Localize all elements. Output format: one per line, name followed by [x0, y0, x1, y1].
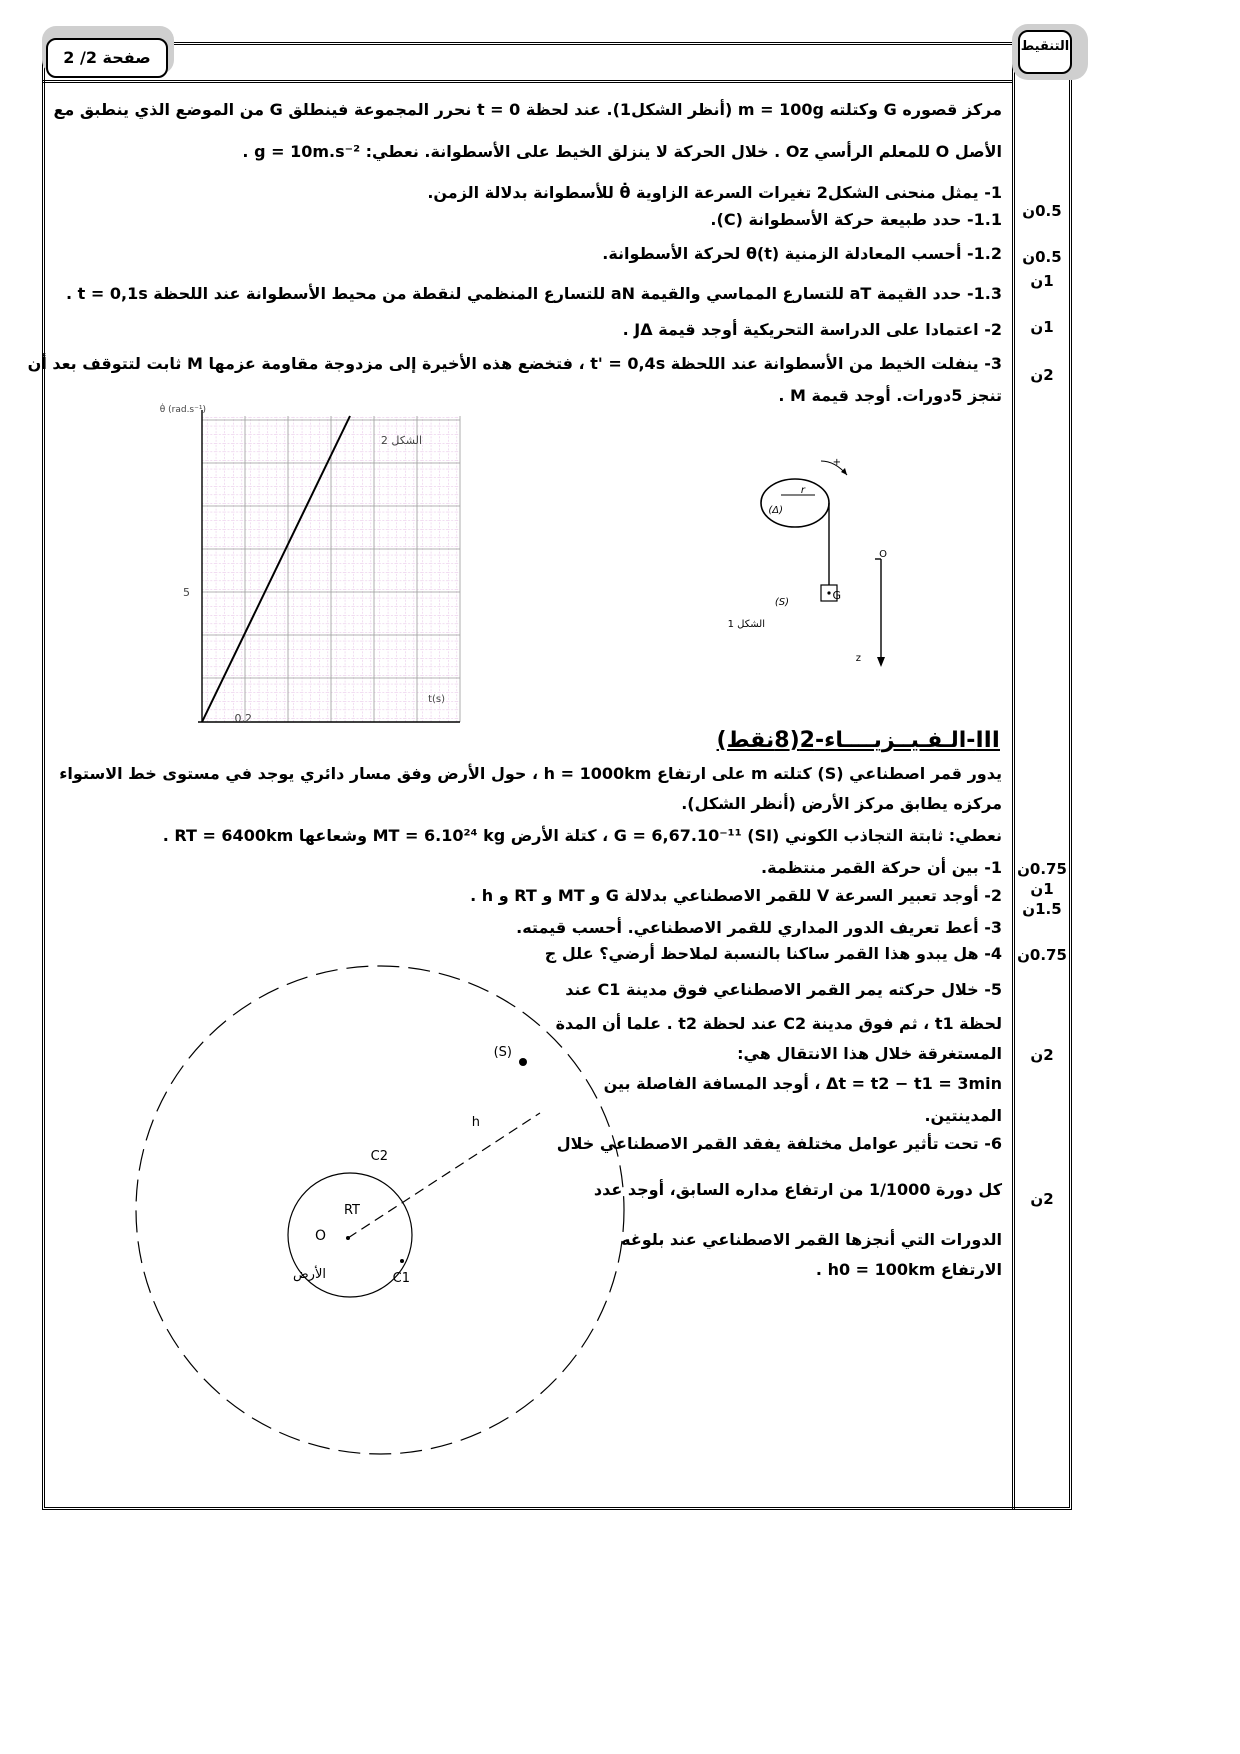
grade-q3: 2ن — [1030, 366, 1054, 384]
radius-label: r — [800, 485, 805, 496]
graph-y-tick: 5 — [183, 586, 190, 599]
oz-arrowhead — [877, 657, 885, 667]
rt-label: RT — [343, 1203, 360, 1218]
graph-figure-label: الشكل 2 — [380, 434, 422, 447]
h-label: h — [471, 1115, 480, 1130]
question-1-2: 1.2- أحسب المعادلة الزمنية θ(t) لحركة الأسطوانة. — [602, 244, 1002, 263]
angular-speed-graph — [159, 400, 470, 730]
question-3-line-1: 3- ينفلت الخيط من الأسطوانة عند اللحظة t' = 0,4s ، فتخضع هذه الأخيرة إلى مزدوجة مقاومة عزمها M ثابت لتتوقف بعد أن — [27, 354, 1002, 373]
plus-label: + — [832, 457, 841, 468]
radius-line — [348, 1113, 540, 1238]
physics2-q4: 4- هل يبدو هذا القمر ساكنا بالنسبة لملاحظ أرضي؟ علل ج — [544, 944, 1002, 963]
axis-label: (Δ) — [768, 505, 783, 516]
cylinder — [761, 479, 829, 527]
grade-p1: 0.75ن — [1017, 860, 1067, 878]
physics2-q1: 1- بين أن حركة القمر منتظمة. — [761, 858, 1002, 877]
physics2-intro-line-2: مركزه يطابق مركز الأرض (أنظر الشكل). — [681, 794, 1002, 813]
section-title: III-الـفـيــزيــــاء-2(8نقط) — [716, 728, 1000, 753]
grade-q1-3: 1ن — [1030, 272, 1054, 290]
physics2-q5-line-2: لحظة t1 ، ثم فوق مدينة C2 عند لحظة t2 . علما أن المدة — [555, 1014, 1002, 1033]
physics2-q6-line-4: الارتفاع h0 = 100km . — [815, 1260, 1002, 1279]
question-1-3: 1.3- حدد القيمة aT للتسارع المماسي والقيمة aN للتسارع المنظمي لنقطة من محيط الأسطوانة عند اللحظة t = 0,1s . — [66, 284, 1002, 303]
figure-1-label: الشكل 1 — [727, 619, 765, 630]
exercise-intro-line-1: مركز قصوره G وكتلته m = 100g (أنظر الشكل1). عند لحظة t = 0 نحرر المجموعة فينطلق G من الموضع الذي ينطبق مع — [53, 100, 1002, 119]
exercise-intro-line-2: الأصل O للمعلم الرأسي Oz . خلال الحركة لا ينزلق الخيط على الأسطوانة. نعطي: g = 10m.s⁻² . — [242, 142, 1002, 161]
figure-1 — [727, 455, 915, 675]
grade-p2: 1ن — [1030, 880, 1054, 898]
physics2-given: نعطي: ثابتة التجاذب الكوني G = 6,67.10⁻¹¹ (SI) ، كتلة الأرض MT = 6.10²⁴ kg وشعاعها RT = 6400km . — [162, 826, 1002, 845]
grade-q1-1: 0.5ن — [1022, 202, 1062, 220]
grade-p6: 2ن — [1030, 1190, 1054, 1208]
c1-label: C1 — [392, 1271, 410, 1286]
physics2-q5-line-4: Δt = t2 − t1 = 3min ، أوجد المسافة الفاصلة بين — [603, 1074, 1002, 1093]
physics2-q3: 3- أعط تعريف الدور المداري للقمر الاصطناعي. أحسب قيمته. — [516, 918, 1002, 937]
top-rule — [42, 80, 1012, 83]
physics2-intro-line-1: يدور قمر اصطناعي (S) كتلته m على ارتفاع h = 1000km ، حول الأرض وفق مسار دائري يوجد في مستوى خط الاستواء — [59, 764, 1002, 783]
question-3-line-2: تنجز 5دورات. أوجد قيمة M . — [778, 386, 1002, 405]
g-label: G — [832, 589, 841, 602]
grading-header: التنقيط — [1018, 30, 1072, 74]
physics2-q2: 2- أوجد تعبير السرعة V للقمر الاصطناعي بدلالة G و MT و RT و h . — [470, 886, 1002, 905]
earth-label: الأرض — [292, 1267, 326, 1282]
physics2-q5-line-3: المستغرقة خلال هذا الانتقال هي: — [737, 1044, 1002, 1063]
physics2-q6-line-2: كل دورة 1/1000 من ارتفاع مداره السابق، أوجد عدد — [593, 1180, 1002, 1199]
grade-q2: 1ن — [1030, 318, 1054, 336]
satellite-label: (S) — [493, 1045, 512, 1060]
question-1: 1- يمثل منحنى الشكل2 تغيرات السرعة الزاوية θ̇ للأسطوانة بدلالة الزمن. — [427, 183, 1002, 202]
physics2-q5-line-1: 5- خلال حركته يمر القمر الاصطناعي فوق مدينة C1 عند — [565, 980, 1002, 999]
rotation-arrowhead — [841, 468, 847, 475]
graph-y-label: θ̇ (rad.s⁻¹) — [159, 405, 206, 415]
physics2-q6-line-1: 6- تحت تأثير عوامل مختلفة يفقد القمر الاصطناعي خلال — [556, 1134, 1002, 1153]
graph-x-label: t(s) — [428, 694, 445, 705]
grade-p3: 1.5ن — [1022, 900, 1062, 918]
z-label: z — [855, 653, 861, 664]
solid-label: (S) — [774, 597, 789, 608]
c1-point — [400, 1259, 404, 1263]
orbit-figure — [130, 1045, 630, 1460]
question-2: 2- اعتمادا على الدراسة التحريكية أوجد قيمة JΔ . — [622, 320, 1002, 339]
center-g — [827, 591, 830, 594]
question-1-1: 1.1- حدد طبيعة حركة الأسطوانة (C). — [710, 210, 1002, 229]
page-label: صفحة 2/ 2 — [46, 38, 168, 78]
grade-p4: 0.75ن — [1017, 946, 1067, 964]
physics2-q6-line-3: الدورات التي أنجزها القمر الاصطناعي عند بلوغه — [621, 1230, 1002, 1249]
c2-label: C2 — [370, 1149, 388, 1164]
satellite — [519, 1058, 527, 1066]
grade-p5: 2ن — [1030, 1046, 1054, 1064]
physics2-q5-line-5: المدينتين. — [924, 1106, 1002, 1125]
o-center-label: O — [314, 1228, 326, 1244]
o-label: O — [879, 549, 887, 560]
graph-x-tick: 0,2 — [234, 712, 252, 725]
grade-q1-2: 0.5ن — [1022, 248, 1062, 266]
